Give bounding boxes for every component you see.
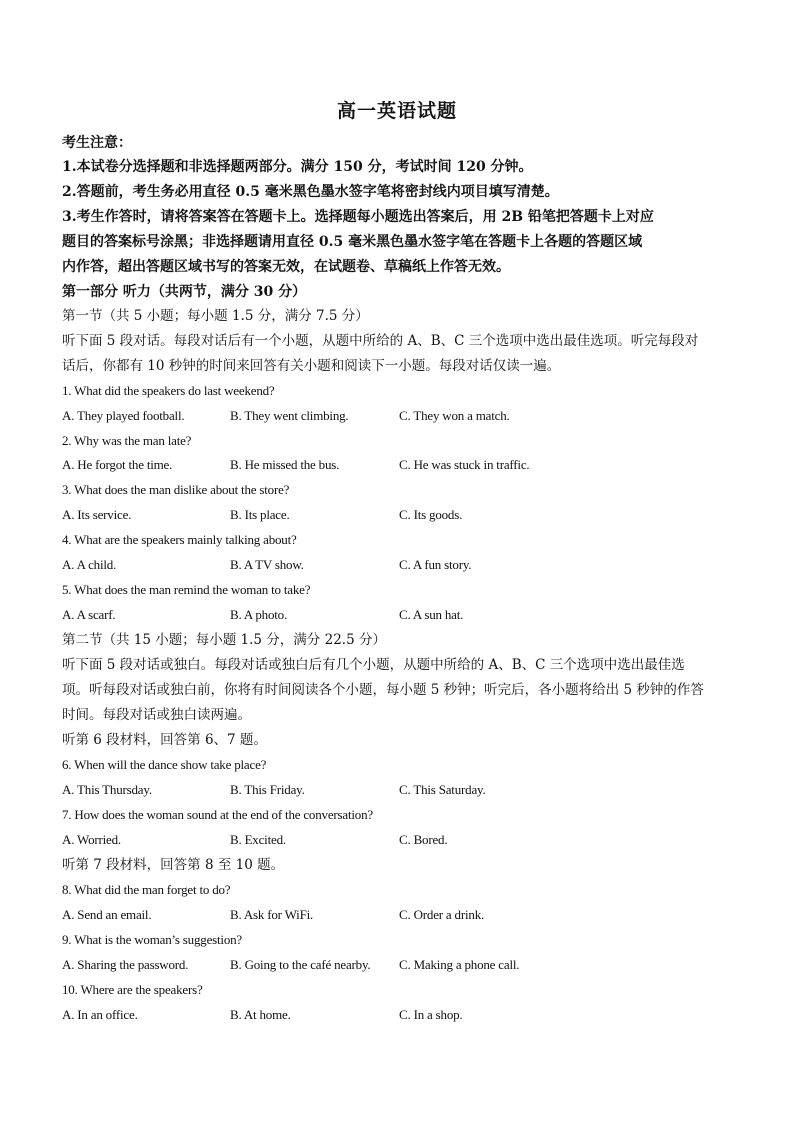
question-6-option-b: B. This Friday. — [230, 782, 305, 797]
material-6-heading: 听第 6 段材料，回答第 6、7 题。 — [62, 732, 267, 748]
section2-instructions-1: 听下面 5 段对话或独白。每段对话或独白后有几个小题，从题中所给的 A、B、C 三个选项中选出最佳选 — [62, 657, 685, 673]
notice-item-3-cont: 题目的答案标号涂黑；非选择题请用直径 0.5 毫米黑色墨水签字笔在答题卡上各题的答题区域 — [62, 234, 643, 250]
question-7-option-c: C. Bored. — [399, 832, 448, 847]
notice-item-3-cont2: 内作答，超出答题区域书写的答案无效，在试题卷、草稿纸上作答无效。 — [62, 259, 510, 275]
question-8-option-b: B. Ask for WiFi. — [230, 907, 314, 922]
section2-instructions-2: 项。听每段对话或独白前，你将有时间阅读各个小题，每小题 5 秒钟；听完后，各小题将给出 5 秒钟的作答 — [62, 682, 704, 698]
section2-instructions-3: 时间。每段对话或独白读两遍。 — [62, 707, 251, 723]
question-5: 5. What does the man remind the woman to take? — [62, 582, 311, 597]
question-1-option-b: B. They went climbing. — [230, 408, 349, 423]
question-7-option-a: A. Worried. — [62, 832, 121, 847]
question-10: 10. Where are the speakers? — [62, 982, 203, 997]
question-5-option-a: A. A scarf. — [62, 607, 116, 622]
section1-instructions-2: 话后，你都有 10 秒钟的时间来回答有关小题和阅读下一小题。每段对话仅读一遍。 — [62, 358, 561, 374]
question-4-option-b: B. A TV show. — [230, 557, 304, 572]
question-5-option-c: C. A sun hat. — [399, 607, 464, 622]
question-2-option-c: C. He was stuck in traffic. — [399, 457, 530, 472]
question-2: 2. Why was the man late? — [62, 433, 192, 448]
question-6: 6. When will the dance show take place? — [62, 757, 267, 772]
question-1-option-a: A. They played football. — [62, 408, 185, 423]
question-2-option-b: B. He missed the bus. — [230, 457, 340, 472]
notice-heading: 考生注意： — [62, 135, 132, 151]
question-8-option-c: C. Order a drink. — [399, 907, 485, 922]
question-7-option-b: B. Excited. — [230, 832, 286, 847]
question-3: 3. What does the man dislike about the store? — [62, 482, 290, 497]
question-10-option-c: C. In a shop. — [399, 1007, 463, 1022]
question-3-option-b: B. Its place. — [230, 507, 290, 522]
question-9: 9. What is the woman’s suggestion? — [62, 932, 242, 947]
question-6-option-a: A. This Thursday. — [62, 782, 152, 797]
question-3-option-a: A. Its service. — [62, 507, 132, 522]
section1-heading: 第一节（共 5 小题；每小题 1.5 分，满分 7.5 分） — [62, 308, 369, 324]
question-9-option-b: B. Going to the café nearby. — [230, 957, 371, 972]
question-4-option-a: A. A child. — [62, 557, 117, 572]
question-6-option-c: C. This Saturday. — [399, 782, 486, 797]
question-4: 4. What are the speakers mainly talking about? — [62, 532, 297, 547]
notice-item-3: 3.考生作答时，请将答案答在答题卡上。选择题每小题选出答案后，用 2B 铅笔把答题卡上对应 — [62, 209, 654, 225]
page-title: 高一英语试题 — [336, 100, 457, 122]
notice-item-1: 1.本试卷分选择题和非选择题两部分。满分 150 分，考试时间 120 分钟。 — [62, 159, 533, 175]
question-3-option-c: C. Its goods. — [399, 507, 463, 522]
question-1: 1. What did the speakers do last weekend? — [62, 383, 275, 398]
question-10-option-b: B. At home. — [230, 1007, 291, 1022]
question-8-option-a: A. Send an email. — [62, 907, 152, 922]
question-8: 8. What did the man forget to do? — [62, 882, 231, 897]
material-7-heading: 听第 7 段材料，回答第 8 至 10 题。 — [62, 857, 285, 873]
part1-heading: 第一部分 听力（共两节，满分 30 分） — [62, 284, 307, 300]
section2-heading: 第二节（共 15 小题；每小题 1.5 分，满分 22.5 分） — [62, 632, 386, 648]
question-9-option-c: C. Making a phone call. — [399, 957, 520, 972]
question-5-option-b: B. A photo. — [230, 607, 288, 622]
section1-instructions-1: 听下面 5 段对话。每段对话后有一个小题，从题中所给的 A、B、C 三个选项中选出最佳选项。听完每段对 — [62, 333, 699, 349]
notice-item-2: 2.答题前，考生务必用直径 0.5 毫米黑色墨水签字笔将密封线内项目填写清楚。 — [62, 184, 559, 200]
question-9-option-a: A. Sharing the password. — [62, 957, 189, 972]
question-10-option-a: A. In an office. — [62, 1007, 138, 1022]
question-4-option-c: C. A fun story. — [399, 557, 472, 572]
question-1-option-c: C. They won a match. — [399, 408, 510, 423]
question-2-option-a: A. He forgot the time. — [62, 457, 173, 472]
question-7: 7. How does the woman sound at the end of the conversation? — [62, 807, 373, 822]
